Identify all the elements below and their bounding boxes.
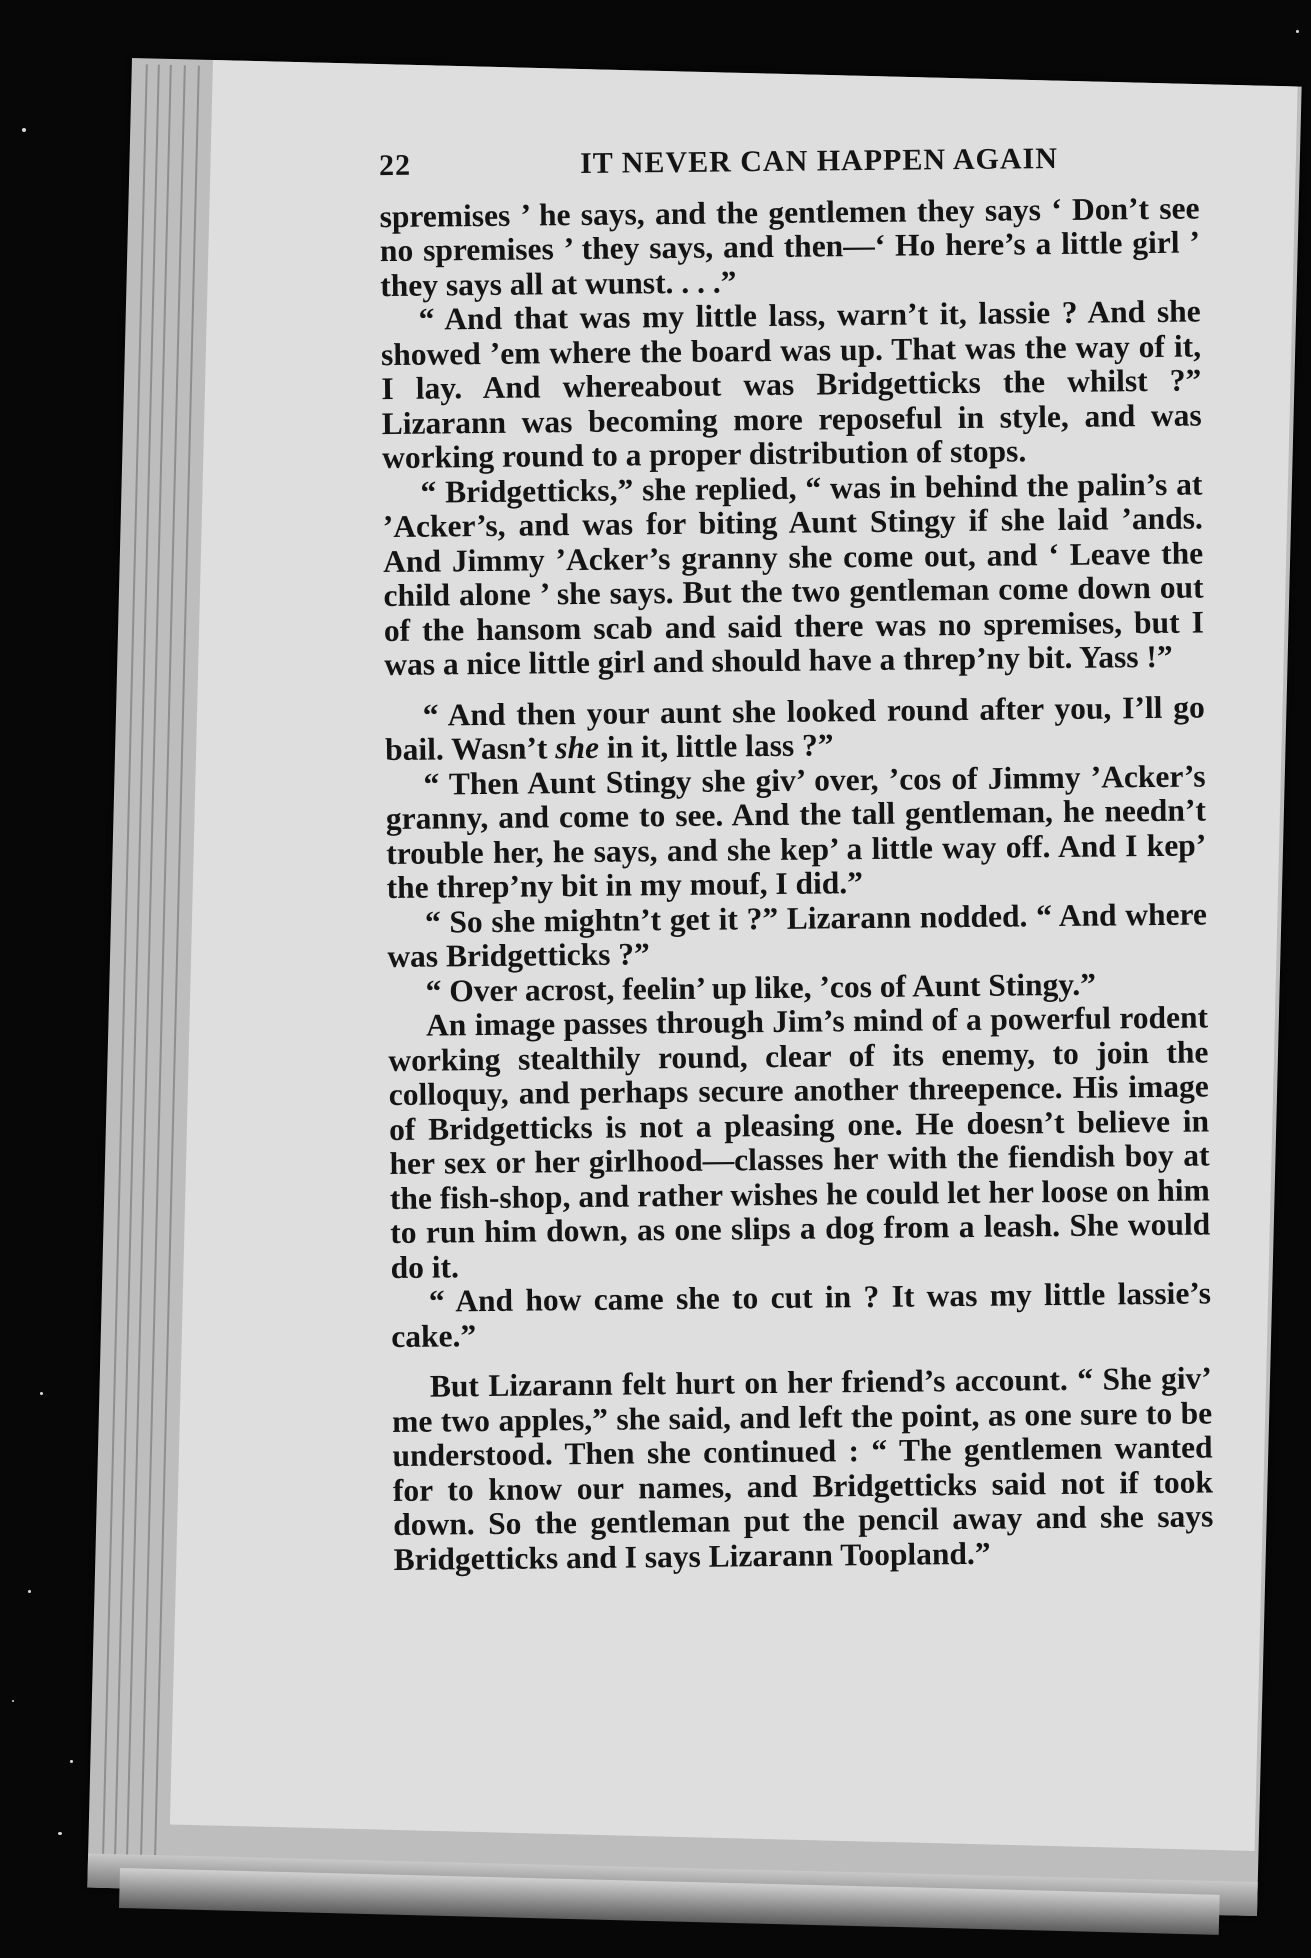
- paragraph: “ And how came she to cut in ? It was my little lassie’s cake.”: [391, 1275, 1212, 1354]
- background-speck: [22, 128, 26, 132]
- paragraph: “ Then Aunt Stingy she giv’ over, ’cos of Jimmy ’Acker’s granny, and come to see. And the tall gentleman, he needn’t trouble her, he says, and she kep’ a little way off. And I kep’ the threp’ny bit in my mouf, I did.”: [385, 757, 1207, 906]
- page-edge-line: [126, 65, 172, 1865]
- background-speck: [58, 1832, 62, 1835]
- paragraph: spremises ’ he says, and the gentlemen they says ‘ Don’t see no spremises ’ they says, and then—‘ Ho here’s a little girl ’ they says all at wunst. . . .”: [379, 189, 1201, 303]
- paragraph: An image passes through Jim’s mind of a powerful rodent working stealthily round, clear of its enemy, to join the colloquy, and perhaps secure another threepence. His image of Bridgetticks is not a pleasing one. He doesn’t believe in her sex or her girlhood—classes her with the fiendish boy at the fish-shop, and rather wishes he could let her loose on him to run him down, as one slips a dog from a leash. She would do it.: [388, 999, 1211, 1285]
- background-speck: [1296, 30, 1299, 33]
- running-header: [379, 140, 1199, 183]
- book-page: [170, 60, 1298, 1851]
- paragraph-text: “ And then your aunt she looked round after you, I’ll go bail. Wasn’t: [384, 688, 1205, 768]
- paragraph: [385, 690, 1206, 768]
- paragraph: “ Bridgetticks,” she replied, “ was in behind the palin’s at ’Acker’s, and was for biting Aunt Stingy if she laid ’ands. And Jimmy ’Acker’s granny she come out, and ‘ Leave the child alone ’ she says. But the two gentleman come down out of the hansom scab and said there was no spremises, but I was a nice little girl and should have a threp’ny bit. Yass !”: [382, 465, 1205, 683]
- page-edge-line: [114, 65, 160, 1865]
- background-speck: [12, 1700, 14, 1702]
- italic-word: she: [555, 729, 600, 766]
- paragraph: “ So she mightn’t get it ?” Lizarann nodded. “ And where was Bridgetticks ?”: [387, 895, 1208, 975]
- background-speck: [28, 1590, 31, 1593]
- paragraph-text: in it, little lass ?”: [598, 727, 834, 765]
- page-text-block: [379, 140, 1214, 1577]
- paragraph: “ And that was my little lass, warn’t it, lassie ? And she showed ’em where the board was up. That was the way of it, I lay. And whereabout was Bridgetticks the whilst ?” Lizarann was becoming more reposeful in style, and was working round to a proper distribution of stops.: [380, 293, 1202, 476]
- background-speck: [40, 1392, 43, 1395]
- background-speck: [70, 1760, 73, 1763]
- paragraph: “ Over acrost, feelin’ up like, ’cos of Aunt Stingy.”: [425, 966, 1097, 1009]
- paragraph: But Lizarann felt hurt on her friend’s account. “ She giv’ me two apples,” she said, and left the point, as one sure to be understood. Then she continued : “ The gentlemen wanted for to know our names, and Bridgetticks said not if took down. So the gentleman put the pencil away and she says Bridgetticks and I says Lizarann Toopland.”: [392, 1360, 1214, 1577]
- running-title: IT NEVER CAN HAPPEN AGAIN: [579, 141, 1059, 180]
- page-edge-line: [102, 64, 148, 1864]
- page-number: 22: [378, 148, 412, 183]
